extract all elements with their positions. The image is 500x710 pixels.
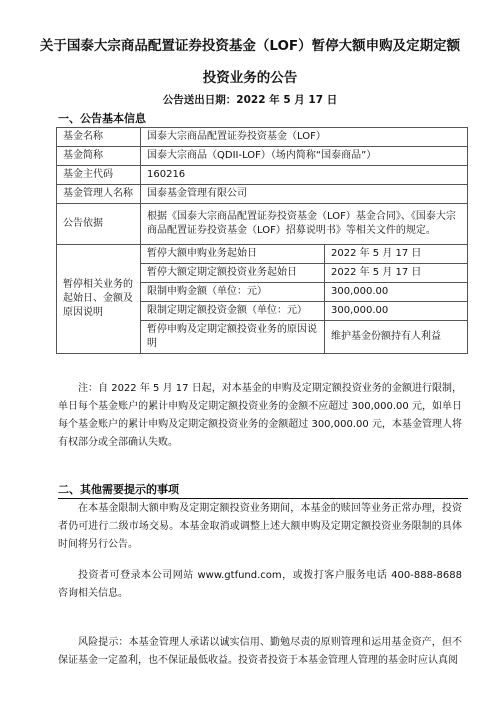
table-label: 公告依据: [57, 204, 141, 245]
table-sublabel: 暂停大额定期定额投资业务起始日: [141, 264, 325, 283]
table-value: 160216: [141, 166, 468, 185]
contact-paragraph: 投资者可登录本公司网站 www.gtfund.com，或拨打客户服务电话 400-888-8688 咨询相关信息。: [58, 570, 462, 599]
note-paragraph: 注：自 2022 年 5 月 17 日起，对本基金的申购及定期定额投资业务的金额进行限制，单日每个基金账户的累计申购及定期定额投资业务的金额不应超过 300,000.00 元，如单日每个基金账户的累计申购及定期定额投资业务的金额超过 300,000.00 元，本基金管理人将有权部分或全部确认失败。: [58, 383, 462, 448]
table-label: 基金简称: [57, 147, 141, 166]
table-value: 2022 年 5 月 17 日: [325, 245, 468, 264]
table-value: 300,000.00: [325, 302, 468, 321]
section-heading-basic-info: [58, 110, 146, 126]
info-table: [56, 127, 468, 354]
section-heading-text: 二、其他需要提示的事项: [58, 483, 179, 496]
section-divider: [58, 498, 468, 499]
table-value: 国泰基金管理有限公司: [141, 185, 468, 204]
section-heading-text: 一、公告基本信息: [58, 112, 146, 125]
publish-date: 公告送出日期：2022 年 5 月 17 日: [162, 94, 338, 106]
table-value: 国泰大宗商品（QDII-LOF）（场内简称“国泰商品”）: [141, 147, 468, 166]
table-value: 300,000.00: [325, 283, 468, 302]
section-heading-other-notes: [58, 481, 179, 497]
body-paragraph: 在本基金限制大额申购及定期定额投资业务期间，本基金的赎回等业务正常办理，投资者仍可进行二级市场交易。本基金取消或调整上述大额申购及定期定额投资业务限制的具体时间将另行公告。: [58, 503, 462, 550]
table-row: [57, 128, 468, 147]
table-value: 国泰大宗商品配置证券投资基金（LOF）: [141, 128, 468, 147]
table-label: 基金主代码: [57, 166, 141, 185]
table-value: 2022 年 5 月 17 日: [325, 264, 468, 283]
table-row: [57, 245, 468, 264]
table-label: 基金名称: [57, 128, 141, 147]
page-title: 关于国泰大宗商品配置证券投资基金（LOF）暂停大额申购及定期定额投资业务的公告: [39, 38, 461, 86]
table-row: [57, 147, 468, 166]
risk-paragraph: 风险提示：本基金管理人承诺以诚实信用、勤勉尽责的原则管理和运用基金资产，但不保证基金一定盈利，也不保证最低收益。投资者投资于本基金管理人管理的基金时应认真阅: [58, 637, 462, 666]
table-sublabel: 限制申购金额（单位：元）: [141, 283, 325, 302]
table-sublabel: 暂停大额申购业务起始日: [141, 245, 325, 264]
table-sublabel: 限制定期定额投资金额（单位：元）: [141, 302, 325, 321]
table-row: [57, 185, 468, 204]
table-label: 基金管理人名称: [57, 185, 141, 204]
table-row: [57, 204, 468, 245]
table-value: 根据《国泰大宗商品配置证券投资基金（LOF）基金合同》、《国泰大宗商品配置证券投资基金（LOF）招募说明书》等相关文件的规定。: [141, 204, 468, 245]
table-label: 暂停相关业务的起始日、金额及原因说明: [57, 245, 141, 354]
table-row: [57, 166, 468, 185]
table-value: 维护基金份额持有人利益: [325, 321, 468, 354]
table-sublabel: 暂停申购及定期定额投资业务的原因说明: [141, 321, 325, 354]
